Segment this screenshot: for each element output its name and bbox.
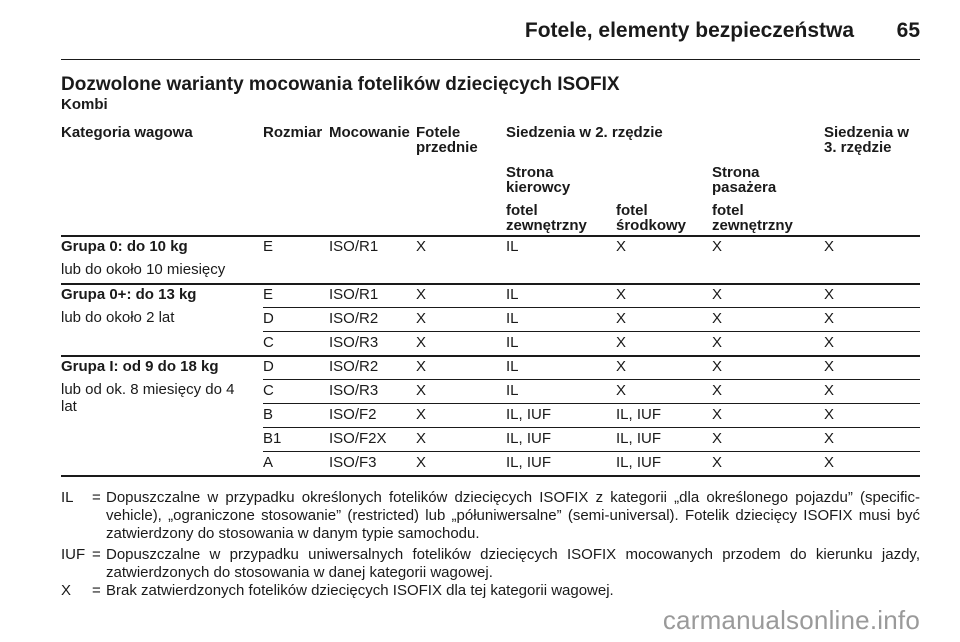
footnote-key-il: IL (61, 489, 74, 506)
page-number: 65 (896, 19, 920, 42)
footnote-text-x: Brak zatwierdzonych fotelików dziecięcych ISOFIX dla tej kategorii wagowej. (106, 582, 614, 599)
table-cell: X (616, 238, 627, 255)
table-cell: X (616, 382, 627, 399)
table-cell: ISO/R3 (329, 382, 379, 399)
table-cell: IL, IUF (506, 430, 552, 447)
col-header-row2: Siedzenia w 2. rzędzie (506, 124, 663, 141)
col-header-driver-side: Strona kierowcy (506, 164, 571, 196)
table-cell: X (712, 334, 723, 351)
table-cell: IL (506, 310, 519, 327)
table-cell: X (616, 286, 627, 303)
footnote-eq: = (92, 489, 101, 506)
group-description: lub od ok. 8 miesięcy do 4 lat (61, 381, 235, 415)
table-cell: X (416, 430, 427, 447)
table-cell: X (712, 406, 723, 423)
table-cell: X (824, 430, 835, 447)
table-cell: IL (506, 286, 519, 303)
table-cell: ISO/R3 (329, 334, 379, 351)
table-cell: X (416, 334, 427, 351)
row-divider (263, 403, 920, 404)
footnote-eq: = (92, 582, 101, 599)
table-cell: X (824, 310, 835, 327)
section-subtitle: Kombi (61, 96, 108, 113)
table-cell: C (263, 334, 274, 351)
col-header-passenger-side: Strona pasażera (712, 164, 777, 196)
table-cell: X (616, 358, 627, 375)
group-divider (61, 235, 920, 237)
group-divider (61, 283, 920, 285)
table-cell: ISO/F2X (329, 430, 387, 447)
group-name: Grupa 0: do 10 kg (61, 238, 188, 255)
table-cell: D (263, 310, 274, 327)
group-name: Grupa 0+: do 13 kg (61, 286, 197, 303)
table-cell: IL, IUF (506, 454, 552, 471)
table-cell: X (416, 286, 427, 303)
table-cell: X (416, 310, 427, 327)
table-bottom-rule (61, 475, 920, 477)
section-title: Dozwolone warianty mocowania fotelików dziecięcych ISOFIX (61, 74, 620, 95)
table-cell: ISO/R2 (329, 310, 379, 327)
table-cell: X (416, 454, 427, 471)
table-cell: IL, IUF (616, 454, 662, 471)
col-header-row3: Siedzenia w 3. rzędzie (824, 124, 910, 156)
table-cell: X (712, 238, 723, 255)
table-cell: X (712, 358, 723, 375)
table-cell: X (416, 382, 427, 399)
group-description: lub do około 10 miesięcy (61, 261, 226, 278)
table-cell: IL, IUF (506, 406, 552, 423)
table-cell: X (416, 406, 427, 423)
table-cell: X (824, 454, 835, 471)
footnote-text-il: Dopuszczalne w przypadku określonych fotelików dziecięcych ISOFIX z kategorii „dla określonego pojazdu” (specific-vehicle), „ograniczone stosowanie” (restricted) lub „półuniwersalne” (semi-universal). Fotelik dziecięcy ISOFIX musi być zatwierdzony do stosowania w danym typie samochodu. (106, 489, 920, 542)
table-cell: E (263, 238, 274, 255)
table-cell: C (263, 382, 274, 399)
table-cell: X (712, 454, 723, 471)
row-divider (263, 451, 920, 452)
table-cell: X (712, 382, 723, 399)
watermark: carmanualsonline.info (662, 605, 920, 635)
group-description: lub do około 2 lat (61, 309, 175, 326)
table-cell: X (824, 406, 835, 423)
table-cell: X (824, 334, 835, 351)
table-cell: A (263, 454, 274, 471)
table-cell: IL (506, 358, 519, 375)
header-divider (61, 59, 920, 60)
col-header-mounting: Mocowanie (329, 124, 410, 141)
footnote-text-iuf: Dopuszczalne w przypadku uniwersalnych fotelików dziecięcych ISOFIX mocowanych przodem do kierunku jazdy, zatwierdzonych do stosowania w danej kategorii wagowej. (106, 546, 920, 581)
row-divider (263, 307, 920, 308)
row-divider (263, 331, 920, 332)
table-cell: X (416, 358, 427, 375)
group-divider (61, 355, 920, 357)
footnote-eq: = (92, 546, 101, 563)
group-name: Grupa I: od 9 do 18 kg (61, 358, 219, 375)
table-cell: D (263, 358, 274, 375)
table-cell: IL, IUF (616, 430, 662, 447)
table-cell: ISO/F2 (329, 406, 377, 423)
table-cell: X (824, 382, 835, 399)
table-cell: ISO/R1 (329, 238, 379, 255)
col-header-middle: fotel środkowy (616, 202, 687, 234)
table-cell: X (712, 286, 723, 303)
table-cell: X (712, 310, 723, 327)
table-cell: ISO/R1 (329, 286, 379, 303)
table-cell: IL, IUF (616, 406, 662, 423)
table-cell: X (416, 238, 427, 255)
footnote-key-iuf: IUF (61, 546, 86, 563)
col-header-weight: Kategoria wagowa (61, 124, 193, 141)
row-divider (263, 379, 920, 380)
table-cell: X (616, 334, 627, 351)
table-cell: IL (506, 382, 519, 399)
table-cell: IL (506, 334, 519, 351)
col-header-outer-passenger: fotel zewnętrzny (712, 202, 793, 234)
col-header-front-seats: Fotele przednie (416, 124, 478, 156)
table-cell: B (263, 406, 274, 423)
table-cell: IL (506, 238, 519, 255)
table-cell: B1 (263, 430, 282, 447)
row-divider (263, 427, 920, 428)
table-cell: ISO/R2 (329, 358, 379, 375)
col-header-outer-driver: fotel zewnętrzny (506, 202, 587, 234)
table-cell: E (263, 286, 274, 303)
table-cell: X (824, 286, 835, 303)
footnote-key-x: X (61, 582, 72, 599)
table-cell: ISO/F3 (329, 454, 377, 471)
col-header-size: Rozmiar (263, 124, 323, 141)
table-cell: X (712, 430, 723, 447)
table-cell: X (616, 310, 627, 327)
page-header-title: Fotele, elementy bezpieczeństwa (524, 19, 854, 42)
table-cell: X (824, 358, 835, 375)
table-cell: X (824, 238, 835, 255)
